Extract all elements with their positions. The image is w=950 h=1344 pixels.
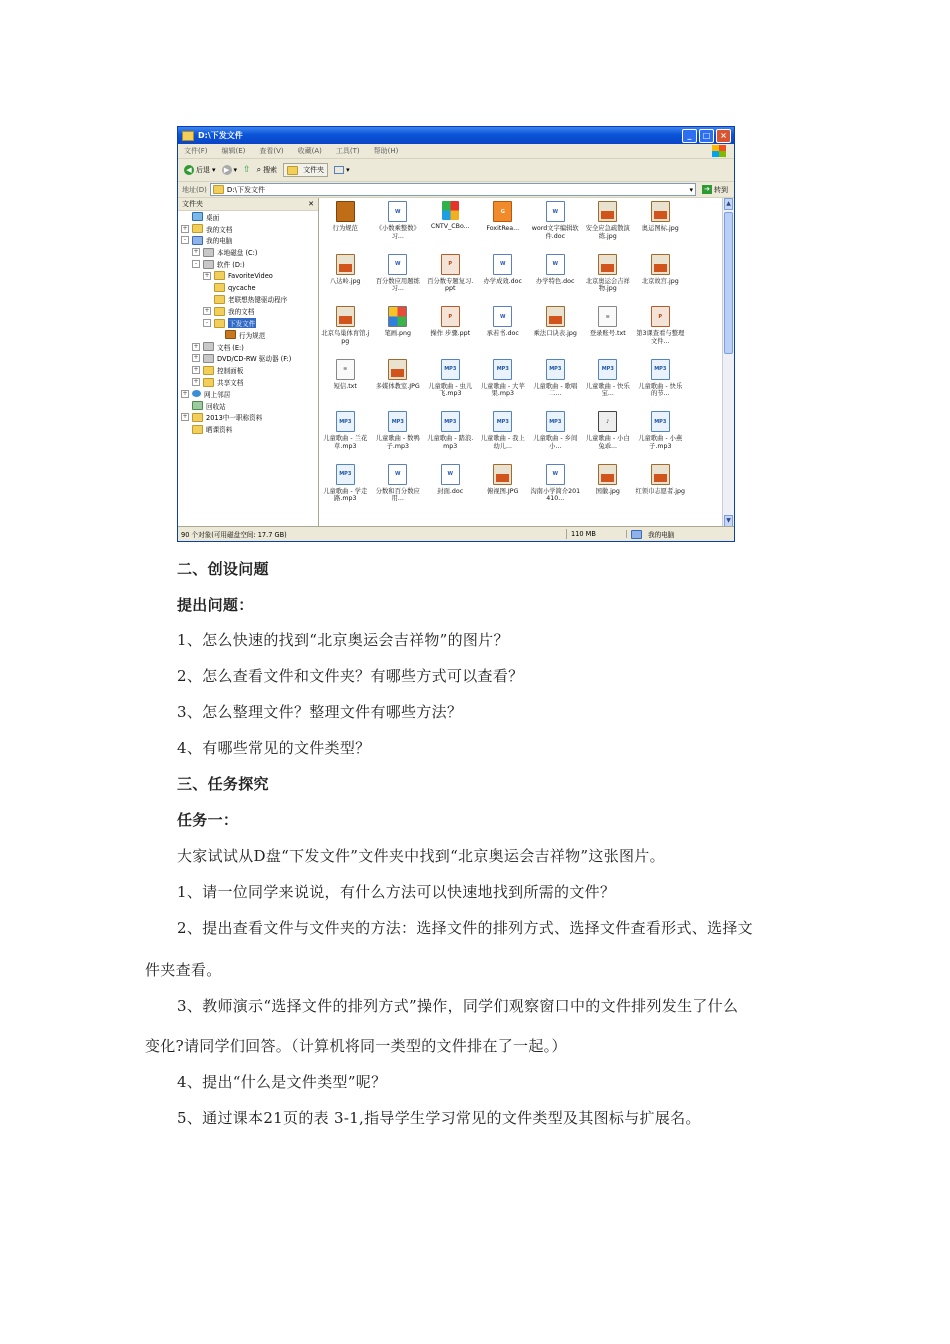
file-item[interactable] bbox=[582, 356, 635, 409]
file-name: 短信.txt bbox=[333, 382, 357, 390]
status-bar bbox=[178, 526, 734, 541]
wma-file-icon: ♪ bbox=[598, 411, 617, 432]
tree-item-label: qycache bbox=[228, 283, 256, 292]
ask-heading: 提出问题： bbox=[177, 596, 254, 614]
menu-view[interactable]: 查看(V) bbox=[259, 147, 284, 155]
file-item[interactable] bbox=[372, 461, 425, 514]
folder-icon bbox=[203, 378, 214, 387]
tree-item-label: FavoriteVideo bbox=[228, 271, 273, 280]
doc-file-icon: W bbox=[546, 254, 565, 275]
file-item[interactable] bbox=[634, 303, 687, 356]
folder-icon bbox=[287, 166, 298, 175]
window-title: D:\下发文件 bbox=[198, 131, 243, 140]
file-name: 乘法口诀表.jpg bbox=[533, 330, 577, 337]
doc-file-icon: W bbox=[388, 464, 407, 485]
jpg-file-icon bbox=[651, 254, 670, 275]
jpg-file-icon bbox=[598, 201, 617, 222]
close-button[interactable]: × bbox=[716, 129, 731, 143]
txt-file-icon: ≡ bbox=[336, 359, 355, 380]
collapse-icon[interactable]: - bbox=[192, 260, 200, 268]
file-item[interactable] bbox=[424, 356, 477, 409]
file-name: 登录账号.txt bbox=[589, 330, 626, 337]
file-item[interactable] bbox=[424, 408, 477, 461]
views-icon bbox=[334, 166, 344, 174]
file-name: 分数和百分数应用... bbox=[375, 487, 420, 503]
folder-icon bbox=[213, 185, 224, 194]
file-item[interactable] bbox=[372, 408, 425, 461]
tree-item[interactable] bbox=[178, 376, 318, 388]
file-item[interactable] bbox=[582, 303, 635, 356]
folder-pane-header bbox=[178, 198, 318, 211]
file-name: 多媒体教室.JPG bbox=[375, 382, 420, 390]
mp3-file-icon: MP3 bbox=[546, 411, 565, 432]
expand-icon bbox=[214, 331, 222, 339]
file-item[interactable] bbox=[634, 198, 687, 251]
file-item[interactable] bbox=[319, 303, 372, 356]
tree-item-label: 老联想热键驱动程序 bbox=[228, 296, 288, 305]
folders-label: 文件夹 bbox=[303, 166, 325, 174]
tree-item[interactable] bbox=[178, 258, 318, 270]
file-item[interactable] bbox=[319, 251, 372, 304]
expand-icon bbox=[203, 295, 211, 303]
drive-icon bbox=[203, 248, 214, 257]
tree-item-label: 软件 (D:) bbox=[217, 261, 245, 270]
doc-file-icon: W bbox=[493, 254, 512, 275]
search-button[interactable] bbox=[257, 165, 277, 175]
file-list-pane bbox=[319, 198, 734, 527]
package-icon bbox=[225, 330, 236, 339]
file-item[interactable] bbox=[424, 251, 477, 304]
jpg-file-icon bbox=[546, 306, 565, 327]
chevron-down-icon: ▾ bbox=[233, 166, 238, 174]
file-name: 儿童歌曲 - 小白兔乖... bbox=[585, 435, 630, 450]
step-5: 5、通过课本21页的表 3-1,指导学生学习常见的文件类型及其图标与扩展名。 bbox=[177, 1109, 701, 1127]
forward-button[interactable] bbox=[222, 165, 238, 175]
file-name: 沟南小学简介201410... bbox=[530, 487, 581, 503]
recycle-bin-icon bbox=[192, 401, 203, 410]
mp3-file-icon: MP3 bbox=[336, 464, 355, 485]
file-name: 办学特色.doc bbox=[535, 277, 575, 285]
file-item[interactable] bbox=[634, 408, 687, 461]
menu-favorites[interactable]: 收藏(A) bbox=[297, 147, 322, 155]
menu-help[interactable]: 帮助(H) bbox=[373, 147, 399, 155]
doc-file-icon: W bbox=[388, 254, 407, 275]
mp3-file-icon: MP3 bbox=[441, 359, 460, 380]
file-name: 行为规范 bbox=[332, 225, 358, 232]
tree-item[interactable] bbox=[178, 400, 318, 412]
file-item[interactable] bbox=[582, 461, 635, 514]
file-name: 办学成效.doc bbox=[483, 277, 522, 285]
jpg-file-icon bbox=[336, 254, 355, 275]
tree-item-label: 晒课资料 bbox=[206, 426, 233, 435]
file-item[interactable] bbox=[582, 251, 635, 304]
menu-file[interactable]: 文件(F) bbox=[184, 147, 208, 155]
file-name: 奥运图标.jpg bbox=[641, 225, 679, 232]
png-file-icon bbox=[388, 306, 407, 327]
tree-item[interactable] bbox=[178, 423, 318, 435]
search-icon: ⌕ bbox=[256, 165, 262, 174]
tree-item-label: 文档 (E:) bbox=[217, 343, 244, 352]
tree-item[interactable] bbox=[178, 364, 318, 376]
back-arrow-icon: ◀ bbox=[184, 165, 194, 175]
file-name: 儿童歌曲 - 快乐的节... bbox=[638, 382, 683, 398]
chevron-down-icon: ▾ bbox=[346, 166, 350, 174]
tree-item[interactable] bbox=[178, 294, 318, 306]
step-2-line-2: 件夹查看。 bbox=[145, 961, 222, 979]
file-item[interactable] bbox=[424, 198, 477, 251]
ppt-file-icon: P bbox=[441, 306, 460, 327]
tree-item[interactable] bbox=[178, 270, 318, 282]
mp3-file-icon: MP3 bbox=[651, 359, 670, 380]
desktop-icon bbox=[192, 212, 203, 221]
file-name: 笔画.png bbox=[384, 330, 412, 337]
address-bar bbox=[178, 182, 734, 198]
tree-item-label: 下发文件 bbox=[229, 320, 256, 329]
file-item[interactable] bbox=[582, 198, 635, 251]
collapse-icon[interactable]: - bbox=[181, 236, 189, 244]
go-arrow-icon: ➔ bbox=[702, 185, 712, 194]
folder-icon bbox=[214, 319, 225, 328]
file-item[interactable] bbox=[477, 303, 530, 356]
file-name: 第3课查看与整理文件... bbox=[636, 330, 685, 345]
mp3-file-icon: MP3 bbox=[546, 359, 565, 380]
doc-file-icon: W bbox=[546, 464, 565, 485]
ppt-file-icon: P bbox=[441, 254, 460, 275]
title-bar bbox=[178, 127, 734, 144]
folder-icon bbox=[192, 413, 203, 422]
file-name: 儿童歌曲 - 虫儿飞.mp3 bbox=[428, 382, 473, 398]
file-item[interactable] bbox=[634, 461, 687, 514]
file-item[interactable] bbox=[372, 356, 425, 409]
mp3-file-icon: MP3 bbox=[493, 359, 512, 380]
step-3-line-1: 3、教师演示“选择文件的排列方式”操作，同学们观察窗口中的文件排列发生了什么 bbox=[177, 997, 739, 1015]
scroll-up-icon[interactable]: ▲ bbox=[724, 198, 733, 210]
views-button[interactable] bbox=[334, 166, 350, 174]
file-item[interactable] bbox=[424, 303, 477, 356]
file-name: 承若书.doc bbox=[486, 330, 519, 337]
expand-icon bbox=[181, 402, 189, 410]
minimize-button[interactable]: _ bbox=[682, 129, 697, 143]
file-item[interactable] bbox=[529, 198, 582, 251]
scroll-down-icon[interactable]: ▼ bbox=[724, 515, 733, 527]
menu-tools[interactable]: 工具(T) bbox=[335, 147, 360, 155]
file-item[interactable] bbox=[319, 198, 372, 251]
folders-button[interactable] bbox=[283, 163, 328, 177]
file-item[interactable] bbox=[477, 198, 530, 251]
jpg-file-icon bbox=[651, 464, 670, 485]
file-name: 儿童歌曲 - 学走路.mp3 bbox=[323, 487, 368, 503]
file-item[interactable] bbox=[477, 408, 530, 461]
folder-tree-pane bbox=[178, 198, 319, 527]
back-button[interactable] bbox=[184, 165, 216, 175]
tree-item-label: 我的电脑 bbox=[206, 237, 233, 246]
file-name: 儿童歌曲 - 大苹果.mp3 bbox=[480, 382, 525, 398]
tree-item[interactable] bbox=[178, 353, 318, 365]
expand-icon[interactable]: + bbox=[182, 224, 188, 232]
file-name: word文字编辑软件.doc bbox=[531, 225, 579, 240]
file-name: 《小数乘整数》习... bbox=[375, 225, 420, 240]
tree-item-label: 行为规范 bbox=[239, 331, 266, 340]
drive-icon bbox=[203, 260, 214, 269]
file-item[interactable] bbox=[372, 198, 425, 251]
mp3-file-icon: MP3 bbox=[336, 411, 355, 432]
status-location: 我的电脑 bbox=[648, 531, 675, 539]
go-label: 转到 bbox=[714, 185, 728, 194]
status-objects: 90 个对象(可用磁盘空间: 17.7 GB) bbox=[178, 529, 567, 539]
tree-item[interactable] bbox=[178, 388, 318, 400]
step-3-line-2: 变化?请同学们回答。（计算机将同一类型的文件排在了一起。） bbox=[145, 1037, 567, 1055]
folder-icon bbox=[214, 271, 225, 280]
folder-icon bbox=[203, 366, 214, 375]
tree-item-label: 桌面 bbox=[206, 213, 220, 222]
folder-icon bbox=[192, 224, 203, 233]
chevron-down-icon[interactable]: ▾ bbox=[689, 185, 693, 194]
file-item[interactable] bbox=[477, 461, 530, 514]
file-name: 红领巾志愿者.jpg bbox=[635, 487, 686, 495]
pdf-file-icon: G bbox=[493, 201, 512, 222]
doc-file-icon: W bbox=[546, 201, 565, 222]
expand-icon[interactable]: + bbox=[182, 389, 188, 397]
folder-icon bbox=[214, 295, 225, 304]
task1-heading: 任务一： bbox=[177, 811, 239, 829]
network-icon bbox=[192, 390, 201, 397]
file-item[interactable] bbox=[477, 356, 530, 409]
mp3-file-icon: MP3 bbox=[598, 359, 617, 380]
file-item[interactable] bbox=[372, 303, 425, 356]
folder-icon bbox=[214, 307, 225, 316]
drive-icon bbox=[203, 342, 214, 351]
close-icon[interactable]: ✕ bbox=[308, 200, 314, 208]
address-value: D:\下发文件 bbox=[226, 185, 265, 194]
tree-item[interactable] bbox=[178, 412, 318, 424]
file-item[interactable] bbox=[529, 461, 582, 514]
file-name: FoxitRea... bbox=[486, 225, 520, 232]
step-1: 1、请一位同学来说说，有什么方法可以快速地找到所需的文件？ bbox=[177, 883, 616, 901]
jpg-file-icon bbox=[598, 254, 617, 275]
file-name: 儿童歌曲 - 快乐宝... bbox=[585, 382, 630, 398]
section-heading-3: 三、任务探究 bbox=[177, 775, 269, 793]
file-name: 国徽.jpg bbox=[595, 487, 620, 495]
scrollbar-thumb[interactable] bbox=[724, 212, 733, 354]
up-folder-icon[interactable]: ⇧ bbox=[243, 165, 251, 175]
folder-icon bbox=[182, 131, 194, 141]
computer-icon bbox=[192, 236, 203, 245]
forward-arrow-icon: ▶ bbox=[222, 165, 232, 175]
file-item[interactable] bbox=[529, 408, 582, 461]
file-item[interactable] bbox=[372, 251, 425, 304]
file-item[interactable] bbox=[529, 303, 582, 356]
expand-icon[interactable]: + bbox=[193, 342, 199, 350]
file-item[interactable] bbox=[319, 461, 372, 514]
tree-item-label: 本地磁盘 (C:) bbox=[217, 249, 258, 258]
jpg-file-icon bbox=[598, 464, 617, 485]
expand-icon[interactable]: + bbox=[193, 366, 199, 374]
file-name: 北京鸟巢体育馆.jpg bbox=[321, 330, 370, 345]
jpg-file-icon bbox=[493, 464, 512, 485]
jpg-file-icon bbox=[651, 201, 670, 222]
mp3-file-icon: MP3 bbox=[441, 411, 460, 432]
chevron-down-icon: ▾ bbox=[212, 166, 216, 174]
step-4: 4、提出“什么是文件类型”呢？ bbox=[177, 1073, 387, 1091]
txt-file-icon: ≡ bbox=[598, 306, 617, 327]
maximize-button[interactable]: □ bbox=[699, 129, 714, 143]
tree-item[interactable] bbox=[178, 282, 318, 294]
file-item[interactable] bbox=[634, 251, 687, 304]
file-name: 百分数专题复习.ppt bbox=[427, 277, 474, 293]
drive-icon bbox=[203, 354, 214, 363]
menu-bar bbox=[178, 144, 734, 159]
file-item[interactable] bbox=[319, 408, 372, 461]
tree-item-label: 我的文档 bbox=[206, 225, 233, 234]
computer-icon bbox=[631, 530, 642, 539]
bag-file-icon bbox=[336, 201, 355, 222]
tree-item[interactable] bbox=[178, 305, 318, 317]
doc-file-icon: W bbox=[388, 201, 407, 222]
file-name: 封面.doc bbox=[437, 487, 464, 495]
windows-logo-icon bbox=[712, 145, 726, 157]
tree-item[interactable] bbox=[178, 235, 318, 247]
explorer-window bbox=[177, 126, 735, 542]
file-name: 俯视图.JPG bbox=[487, 487, 519, 495]
jpg-file-icon bbox=[336, 306, 355, 327]
cntv-file-icon bbox=[442, 201, 459, 220]
go-button[interactable] bbox=[696, 185, 734, 195]
toolbar bbox=[178, 159, 734, 182]
file-item[interactable] bbox=[529, 356, 582, 409]
file-name: CNTV_CBo... bbox=[430, 223, 470, 230]
tree-item[interactable] bbox=[178, 211, 318, 223]
file-name: 儿童歌曲 - 小燕子.mp3 bbox=[638, 435, 683, 450]
file-name: 八达岭.jpg bbox=[329, 277, 361, 285]
tree-item[interactable] bbox=[178, 341, 318, 353]
file-name: 儿童歌曲 - 歌唱二... bbox=[533, 382, 578, 398]
address-input[interactable] bbox=[210, 183, 696, 196]
expand-icon[interactable]: + bbox=[193, 378, 199, 386]
doc-file-icon: W bbox=[493, 306, 512, 327]
tree-item-label: 回收站 bbox=[206, 402, 226, 411]
section-heading-2: 二、创设问题 bbox=[177, 560, 269, 578]
tree-item-label: 我的文档 bbox=[228, 308, 255, 317]
expand-icon[interactable]: + bbox=[204, 271, 210, 279]
file-name: 儿童歌曲 - 兰花草.mp3 bbox=[323, 435, 368, 450]
file-name: 儿童歌曲 - 数鸭子.mp3 bbox=[375, 435, 420, 450]
task1-intro: 大家试试从D盘“下发文件”文件夹中找到“北京奥运会吉祥物”这张图片。 bbox=[177, 847, 665, 865]
vertical-scrollbar[interactable] bbox=[722, 198, 734, 527]
jpg-file-icon bbox=[388, 359, 407, 380]
tree-item[interactable] bbox=[178, 246, 318, 258]
expand-icon bbox=[181, 425, 189, 433]
question-3: 3、怎么整理文件？整理文件有哪些方法？ bbox=[177, 703, 463, 721]
folder-icon bbox=[192, 425, 203, 434]
file-name: 儿童歌曲 - 踏浪.mp3 bbox=[427, 435, 474, 450]
file-item[interactable] bbox=[319, 356, 372, 409]
collapse-icon[interactable]: - bbox=[203, 319, 211, 327]
file-item[interactable] bbox=[424, 461, 477, 514]
question-1: 1、怎么快速的找到“北京奥运会吉祥物”的图片？ bbox=[177, 631, 509, 649]
file-item[interactable] bbox=[477, 251, 530, 304]
ppt-file-icon: P bbox=[651, 306, 670, 327]
menu-edit[interactable]: 编辑(E) bbox=[221, 147, 246, 155]
file-name: 儿童歌曲 - 我上幼儿... bbox=[480, 435, 525, 450]
file-item[interactable] bbox=[634, 356, 687, 409]
file-name: 安全应急疏散演练.jpg bbox=[585, 225, 630, 240]
expand-icon[interactable]: + bbox=[182, 413, 188, 421]
file-name: 百分数应用题练习... bbox=[375, 277, 420, 293]
file-name: 北京故宫.jpg bbox=[641, 277, 679, 285]
expand-icon bbox=[181, 213, 189, 221]
tree-item-label: 控制面板 bbox=[217, 367, 244, 376]
file-name: 操作 步骤.ppt bbox=[430, 330, 471, 337]
step-2-line-1: 2、提出查看文件与文件夹的方法：选择文件的排列方式、选择文件查看形式、选择文 bbox=[177, 919, 753, 937]
file-name: 北京奥运会吉祥物.jpg bbox=[585, 277, 630, 293]
address-label: 地址(D) bbox=[182, 185, 207, 194]
question-2: 2、怎么查看文件和文件夹？有哪些方式可以查看？ bbox=[177, 667, 524, 685]
tree-item[interactable] bbox=[178, 317, 318, 329]
expand-icon[interactable]: + bbox=[193, 248, 199, 256]
file-item[interactable] bbox=[529, 251, 582, 304]
file-name: 儿童歌曲 - 乡间小... bbox=[533, 435, 578, 450]
tree-item-label: 共享文档 bbox=[217, 379, 244, 388]
tree-item-label: 2013中一职称资料 bbox=[206, 414, 263, 423]
expand-icon bbox=[203, 284, 211, 292]
mp3-file-icon: MP3 bbox=[493, 411, 512, 432]
doc-file-icon: W bbox=[441, 464, 460, 485]
tree-item[interactable] bbox=[178, 329, 318, 341]
status-size: 110 MB bbox=[567, 530, 627, 538]
back-label: 后退 bbox=[196, 166, 210, 174]
file-item[interactable] bbox=[582, 408, 635, 461]
tree-item-label: 网上邻居 bbox=[204, 390, 231, 399]
mp3-file-icon: MP3 bbox=[651, 411, 670, 432]
expand-icon[interactable]: + bbox=[193, 354, 199, 362]
folder-pane-title: 文件夹 bbox=[182, 200, 203, 208]
expand-icon[interactable]: + bbox=[204, 307, 210, 315]
tree-item[interactable] bbox=[178, 223, 318, 235]
search-label: 搜索 bbox=[263, 166, 278, 174]
mp3-file-icon: MP3 bbox=[388, 411, 407, 432]
tree-item-label: DVD/CD-RW 驱动器 (F:) bbox=[217, 355, 292, 364]
question-4: 4、有哪些常见的文件类型？ bbox=[177, 739, 371, 757]
folder-icon bbox=[214, 283, 225, 292]
